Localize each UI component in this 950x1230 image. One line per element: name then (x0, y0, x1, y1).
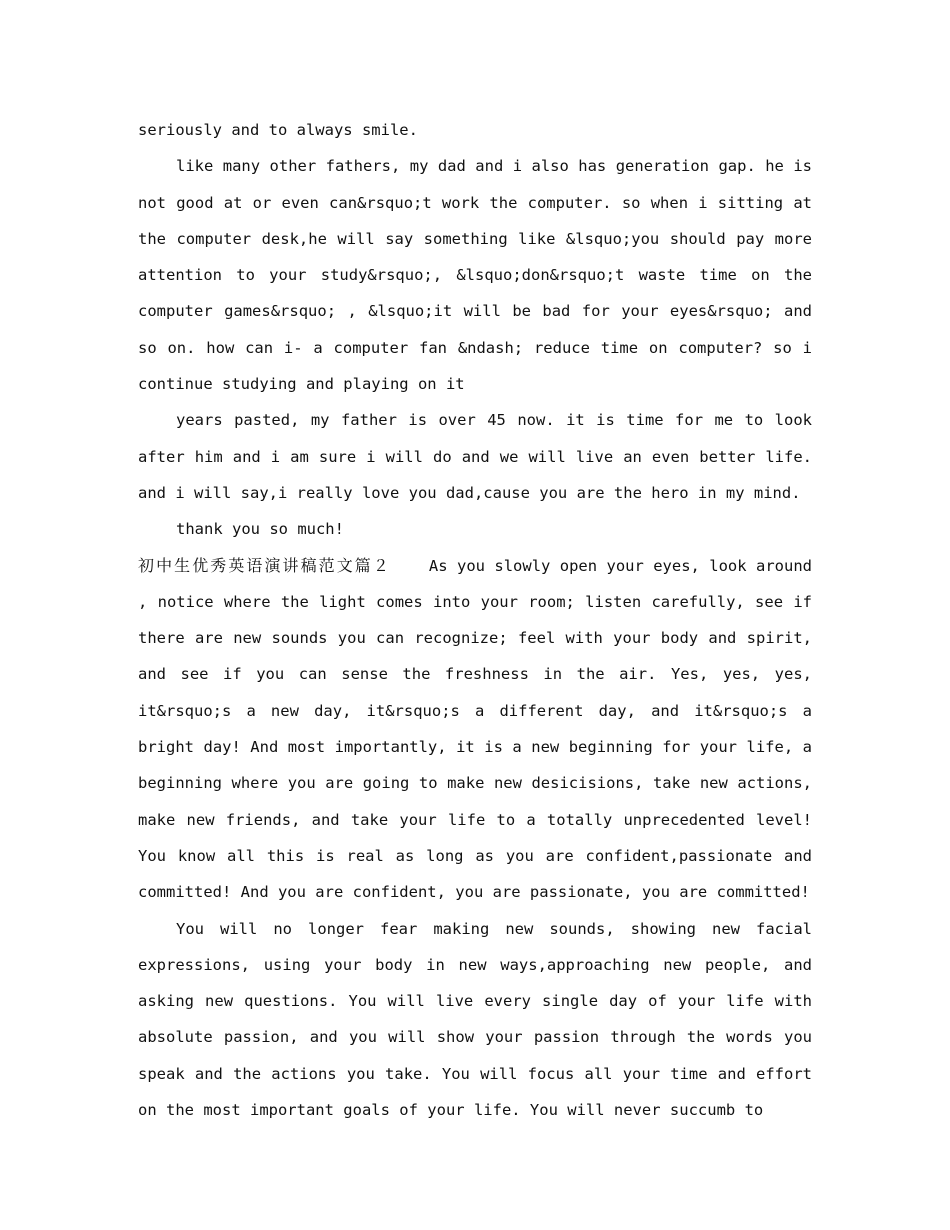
section-paragraph-no-fear: You will no longer fear making new sounds, showing new facial expressions, using your body in new ways,approaching new people, and asking new questions. You will live every single day of your life with absolute passion, and you will show your passion through the words you speak and the actions you take. You will focus all your time and effort on the most important goals of your life. You will never succumb to (138, 919, 812, 1120)
paragraph-generation-gap: like many other fathers, my dad and i also has generation gap. he is not good at or even can&rsquo;t work the computer. so when i sitting at the computer desk,he will say something like &lsquo;you should pay more attention to your study&rsquo;, &lsquo;don&rsquo;t waste time on the computer games&rsquo; , &lsquo;it will be bad for your eyes&rsquo; and so on. how can i- a computer fan &ndash; reduce time on computer? so i continue studying and playing on it (138, 157, 812, 394)
section-paragraph-new-day (138, 548, 812, 911)
paragraph-years-pasted: years pasted, my father is over 45 now. it is time for me to look after him and i am sure i will do and we will live an even better life. and i will say,i really love you dad,cause you are the hero in my mind. (138, 411, 812, 502)
section-heading: 初中生优秀英语演讲稿范文篇２ (138, 555, 391, 575)
paragraph-thank-you: thank you so much! (176, 520, 344, 539)
paragraph-continued: seriously and to always smile. (138, 121, 418, 139)
section-paragraph-new-day-text: As you slowly open your eyes, look around , notice where the light comes into your room; listen carefully, see if there are new sounds you can recognize; feel with your body and spirit, and see if you can sense the freshness in the air. Yes, yes, yes, it&rsquo;s a new day, it&rsquo;s a different day, and it&rsquo;s a bright day! And most importantly, it is a new beginning for your life, a beginning where you are going to make new desicisions, take new actions, make new friends, and take your life to a totally unprecedented level! You know all this is real as long as you are confident,passionate and committed! And you are confident, you are passionate, you are committed! (138, 556, 812, 902)
document-page (138, 112, 812, 1128)
